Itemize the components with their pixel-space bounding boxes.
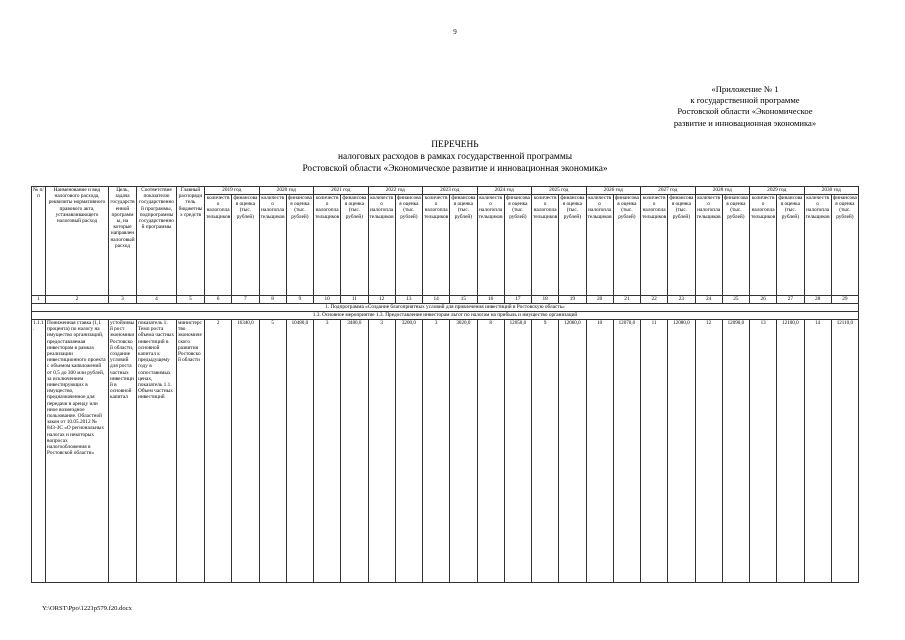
row-tax-expense-name: Пониженная ставка (1,1 процента) по налогу на имущество организаций, предоставляемая инвесторам в рамках реализации инвестиционного проекта с объемом капвложений от 0,5 до 300 млн рублей, за исключением инвестирующих в имущество, предназначенное для передачи в аренду или иное возмездное пользование. Областной закон от 10.05.2012 № 843-ЗС «О региональных налогах и некоторых вопросах налогообложения в Ростовской области» [46, 320, 109, 583]
subheader-amount: финансовая оценка (тыс. рублей) [777, 195, 804, 296]
document-subtitle-1: налоговых расходов в рамках государственной программы [337, 152, 573, 162]
subheader-count: количество налогоплательщиков [695, 195, 722, 296]
cell-amount-2027: 12080,0 [668, 320, 695, 583]
cell-taxpayers-2026: 10 [586, 320, 613, 583]
section-row-measure [32, 312, 859, 320]
year-header: 2026 год [586, 187, 641, 195]
year-header: 2028 год [695, 187, 750, 195]
subheader-count: количество налогоплательщиков [532, 195, 559, 296]
column-number: 25 [722, 296, 749, 304]
subheader-amount: финансовая оценка (тыс. рублей) [722, 195, 749, 296]
cell-amount-2024: 12050,0 [504, 320, 531, 583]
column-number: 28 [804, 296, 831, 304]
year-header: 2023 год [423, 187, 478, 195]
subheader-count: количество налогоплательщиков [259, 195, 286, 296]
subheader-count: количество налогоплательщиков [314, 195, 341, 296]
cell-taxpayers-2024: 8 [477, 320, 504, 583]
column-number: 14 [423, 296, 450, 304]
header-goal: Цель, задача государственной программы, на которые направлен налоговый расход [109, 187, 137, 296]
subheader-amount: финансовая оценка (тыс. рублей) [395, 195, 422, 296]
cell-amount-2025: 12060,0 [559, 320, 586, 583]
year-header: 2025 год [532, 187, 587, 195]
cell-taxpayers-2020: 5 [259, 320, 286, 583]
column-number: 11 [341, 296, 368, 304]
annex-line-2: к государственной программе [690, 95, 800, 106]
subheader-count: количество налогоплательщиков [477, 195, 504, 296]
column-number: 2 [46, 296, 109, 304]
document-title: ПЕРЕЧЕНЬ [431, 140, 479, 150]
year-header: 2024 год [477, 187, 532, 195]
column-number: 20 [586, 296, 613, 304]
cell-taxpayers-2021: 3 [314, 320, 341, 583]
cell-taxpayers-2029: 13 [750, 320, 777, 583]
header-row-years [32, 187, 859, 195]
column-number-row [32, 296, 859, 304]
column-number: 4 [137, 296, 177, 304]
year-header: 2030 год [804, 187, 859, 195]
column-number: 10 [314, 296, 341, 304]
page-number: 9 [453, 28, 457, 36]
subheader-amount: финансовая оценка (тыс. рублей) [668, 195, 695, 296]
row-goal: устойчивый рост экономики Ростовской области, создание условий для роста частных инвестиций в основной капитал [109, 320, 137, 583]
column-number: 22 [641, 296, 668, 304]
annex-line-4: развитие и инновационная экономика» [673, 117, 817, 128]
column-number: 5 [177, 296, 205, 304]
column-number: 29 [831, 296, 858, 304]
subheader-amount: финансовая оценка (тыс. рублей) [450, 195, 477, 296]
cell-taxpayers-2022: 3 [368, 320, 395, 583]
column-number: 26 [750, 296, 777, 304]
column-number: 7 [232, 296, 259, 304]
column-number: 21 [613, 296, 640, 304]
header-num: № п/п [32, 187, 46, 296]
subheader-amount: финансовая оценка (тыс. рублей) [286, 195, 313, 296]
cell-amount-2021: 3480,0 [341, 320, 368, 583]
file-path-footer: Y:\ORST\Ppo\1221p579.f20.docx [42, 605, 132, 612]
column-number: 16 [477, 296, 504, 304]
subheader-amount: финансовая оценка (тыс. рублей) [504, 195, 531, 296]
year-header: 2020 год [259, 187, 314, 195]
column-number: 9 [286, 296, 313, 304]
year-header: 2019 год [205, 187, 260, 195]
subheader-count: количество налогоплательщиков [205, 195, 232, 296]
subheader-count: количество налогоплательщиков [750, 195, 777, 296]
column-number: 8 [259, 296, 286, 304]
annex-note [635, 84, 855, 129]
document-heading [200, 139, 710, 175]
subheader-amount: финансовая оценка (тыс. рублей) [232, 195, 259, 296]
row-number: 1.1.1. [32, 320, 46, 583]
cell-taxpayers-2025: 9 [532, 320, 559, 583]
column-number: 12 [368, 296, 395, 304]
cell-taxpayers-2023: 3 [423, 320, 450, 583]
cell-amount-2020: 10480,0 [286, 320, 313, 583]
tax-expense-table [31, 186, 859, 583]
cell-amount-2028: 12090,0 [722, 320, 749, 583]
annex-line-1: «Приложение № 1 [711, 84, 779, 94]
year-header: 2021 год [314, 187, 369, 195]
year-header: 2029 год [750, 187, 805, 195]
subheader-amount: финансовая оценка (тыс. рублей) [559, 195, 586, 296]
column-number: 1 [32, 296, 46, 304]
cell-amount-2019: 16340,0 [232, 320, 259, 583]
document-subtitle-2: Ростовской области «Экономическое развитие и инновационная экономика» [302, 164, 608, 174]
column-number: 17 [504, 296, 531, 304]
row-indicator: показатель 1. Темп роста объема частных инвестиций в основной капитал к предыдущему году в сопоставимых ценах, показатель 1.1. Объем частных инвестиций [137, 320, 177, 583]
column-number: 3 [109, 296, 137, 304]
year-header: 2027 год [641, 187, 696, 195]
cell-amount-2026: 12070,0 [613, 320, 640, 583]
subheader-amount: финансовая оценка (тыс. рублей) [831, 195, 858, 296]
cell-taxpayers-2027: 11 [641, 320, 668, 583]
annex-line-3: Ростовской области «Экономическое [677, 106, 813, 117]
subheader-count: количество налогоплательщиков [586, 195, 613, 296]
column-number: 23 [668, 296, 695, 304]
header-admin: Главный распорядитель бюджетных средств [177, 187, 205, 296]
column-number: 19 [559, 296, 586, 304]
section-row-subprogram [32, 304, 859, 312]
subheader-amount: финансовая оценка (тыс. рублей) [613, 195, 640, 296]
column-number: 6 [205, 296, 232, 304]
section-subprogram: 1. Подпрограмма «Создание благоприятных условий для привлечения инвестиций в Ростовскую область» [32, 304, 859, 312]
column-number: 24 [695, 296, 722, 304]
subheader-count: количество налогоплательщиков [641, 195, 668, 296]
subheader-count: количество налогоплательщиков [804, 195, 831, 296]
header-name: Наименование и вид налогового расхода, реквизиты нормативного правового акта, устанавливающего налоговый расход [46, 187, 109, 296]
row-administrator: министерство экономического развития Ростовской области [177, 320, 205, 583]
cell-amount-2030: 12110,0 [831, 320, 858, 583]
subheader-count: количество налогоплательщиков [368, 195, 395, 296]
cell-amount-2029: 12100,0 [777, 320, 804, 583]
cell-amount-2022: 3200,0 [395, 320, 422, 583]
table-row [32, 320, 859, 583]
cell-taxpayers-2028: 12 [695, 320, 722, 583]
column-number: 18 [532, 296, 559, 304]
header-indicator: Соответствие показателю государственной программы, подпрограммы государственной программы [137, 187, 177, 296]
column-number: 27 [777, 296, 804, 304]
year-header: 2022 год [368, 187, 423, 195]
column-number: 15 [450, 296, 477, 304]
cell-taxpayers-2019: 2 [205, 320, 232, 583]
cell-amount-2023: 3020,0 [450, 320, 477, 583]
section-measure: 1.3. Основное мероприятие 1.3. Предоставление инвесторам льгот по налогам на прибыль и имущество организаций [32, 312, 859, 320]
subheader-amount: финансовая оценка (тыс. рублей) [341, 195, 368, 296]
subheader-count: количество налогоплательщиков [423, 195, 450, 296]
column-number: 13 [395, 296, 422, 304]
cell-taxpayers-2030: 14 [804, 320, 831, 583]
